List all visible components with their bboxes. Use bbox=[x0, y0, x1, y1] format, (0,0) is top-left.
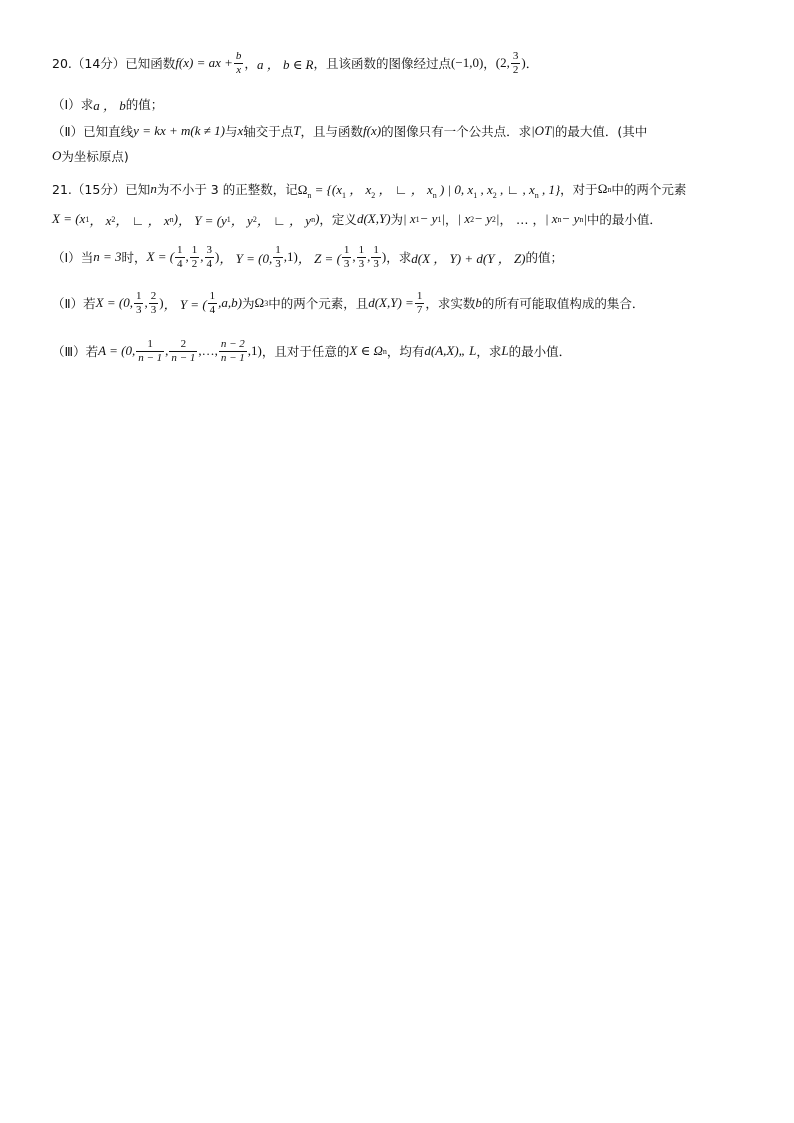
stem-text: 已知 bbox=[125, 182, 151, 197]
fraction-denominator: 2 bbox=[512, 63, 519, 76]
part-text: ，求实数 bbox=[425, 296, 476, 311]
fraction-b-over-x bbox=[234, 51, 244, 76]
problem-21-part-1: （Ⅰ） 当 n = 3 时， X = ( $\frac{1}{4}$ , $\frac{1}{2}$ , $\frac{3}{4}$ ) ， Y = (0, $\frac{1}{3}$ ,1) ， Z = ( $\frac{1}{3}$ , $\frac{1}{3}$ , $\frac{1}{3}$ ) ，求 d(X ， Y) + d(Y ， Z) 的值； bbox=[52, 243, 564, 270]
Y-value: ， Y = ( bbox=[163, 296, 207, 312]
origin-O: O bbox=[52, 148, 62, 163]
point-T: T bbox=[293, 123, 301, 138]
part-text: 已知直线 bbox=[83, 124, 134, 139]
subscript: 1 bbox=[85, 214, 90, 224]
set-part: ， ∟ ， x bbox=[378, 181, 433, 197]
abs-term: | bbox=[441, 211, 446, 226]
A-tuple-end: ,1) bbox=[247, 343, 262, 358]
fraction-numerator: 3 bbox=[512, 49, 519, 62]
part-text: 的最小值． bbox=[508, 344, 572, 359]
part-text: 的所有可能取值构成的集合． bbox=[481, 296, 645, 311]
fraction-denominator: 3 bbox=[135, 303, 142, 316]
X-tuple: X = (x bbox=[52, 211, 86, 226]
fraction bbox=[371, 245, 381, 270]
fraction-numerator: 1 bbox=[358, 243, 365, 256]
omega-symbol: Ω bbox=[297, 181, 308, 197]
fraction-numerator: 1 bbox=[343, 243, 350, 256]
subscript: 2 bbox=[470, 214, 475, 224]
problem-number: 21. bbox=[52, 181, 72, 197]
Y-tuple: ) bbox=[315, 211, 320, 226]
fraction-numerator: 1 bbox=[177, 243, 183, 256]
stem-text: ． bbox=[525, 56, 539, 71]
fraction-numerator: 1 bbox=[135, 289, 142, 302]
subscript: 1 bbox=[415, 214, 420, 224]
part-text: 为坐标原点) bbox=[61, 149, 129, 164]
point-2-close: ) bbox=[521, 55, 526, 70]
part-text: 轴交于点 bbox=[243, 124, 294, 139]
fraction bbox=[208, 291, 218, 316]
problem-points: （15分） bbox=[71, 182, 126, 197]
fraction-numerator: b bbox=[235, 49, 242, 62]
x-axis-var: x bbox=[237, 123, 244, 138]
problem-20-part-2 bbox=[52, 120, 754, 142]
distance-sum: d(X ， Y) + d(Y ， Z) bbox=[411, 250, 526, 266]
function-fx: f(x) bbox=[363, 123, 382, 138]
abs-term: | x bbox=[544, 211, 558, 226]
part-text: ，求 bbox=[386, 250, 412, 265]
function-expr: f(x) = ax + bbox=[175, 55, 233, 70]
Y-value: ,a,b) bbox=[218, 295, 242, 310]
fraction bbox=[219, 339, 247, 364]
variables-ab: a ， b ∈ R bbox=[256, 56, 314, 72]
part-text: 与 bbox=[224, 124, 238, 139]
fraction-numerator: 3 bbox=[206, 243, 213, 256]
part-text: 的值； bbox=[525, 250, 564, 265]
part-text: ，且对于任意的 bbox=[261, 344, 350, 359]
subscript: 1 bbox=[226, 214, 231, 224]
fraction-denominator: n − 1 bbox=[220, 351, 245, 364]
fraction-numerator: 1 bbox=[191, 243, 198, 256]
set-part: , ∟ , x bbox=[499, 181, 535, 197]
fraction bbox=[134, 291, 144, 316]
fraction-denominator: 3 bbox=[150, 303, 157, 316]
subscript: 2 bbox=[111, 214, 116, 224]
stem-text: ， bbox=[483, 56, 496, 71]
abs-term: | x bbox=[403, 211, 416, 226]
fraction bbox=[149, 291, 159, 316]
subscript: 1 bbox=[341, 190, 346, 200]
problem-21-definition bbox=[52, 208, 754, 230]
part-text: ，求 bbox=[476, 344, 502, 359]
fraction-denominator: n − 1 bbox=[171, 351, 196, 364]
problem-20-stem bbox=[52, 46, 754, 80]
fraction-denominator: 4 bbox=[209, 303, 216, 316]
bound-L: „ L bbox=[458, 343, 477, 358]
fraction-denominator: 2 bbox=[191, 257, 198, 270]
set-part: = {(x bbox=[314, 181, 342, 197]
subscript: 2 bbox=[491, 214, 496, 224]
problem-number: 20. bbox=[52, 55, 72, 71]
stem-text: 为不小于 3 的正整数，记 bbox=[156, 182, 298, 197]
abs-term: | x bbox=[457, 211, 471, 226]
ellipsis: ,…, bbox=[198, 343, 218, 358]
stem-text: ， … ， bbox=[499, 212, 545, 227]
fraction-denominator: 3 bbox=[275, 257, 281, 270]
A-tuple: A = (0, bbox=[98, 343, 136, 358]
fraction bbox=[205, 245, 215, 270]
problem-21-part-2: （Ⅱ） 若 X = (0, $\frac{1}{3}$ , $\frac{2}{3}$ ) ， Y = ( $\frac{1}{4}$ ,a,b) 为 Ω 3 中的两个元素，且 d(X,Y) = $\frac{1}{7}$ ，求实数 b 的所有可能取值构成的集合． bbox=[52, 289, 645, 316]
subscript: n bbox=[579, 214, 584, 224]
fraction-denominator: 4 bbox=[177, 257, 183, 270]
stem-text: 为 bbox=[390, 212, 404, 227]
fraction-denominator: n − 1 bbox=[138, 351, 163, 364]
abs-OT: |OT| bbox=[531, 123, 555, 138]
omega-symbol: Ω bbox=[254, 295, 265, 310]
point-1: (−1,0) bbox=[451, 55, 484, 70]
distance-dXY: d(X,Y) bbox=[356, 211, 391, 226]
fraction bbox=[415, 291, 425, 316]
subscript: 3 bbox=[264, 298, 269, 308]
var-n: n bbox=[150, 181, 157, 196]
subscript: n bbox=[432, 190, 437, 200]
fraction-numerator: 1 bbox=[209, 289, 216, 302]
X-tuple: ， x bbox=[89, 212, 112, 228]
Y-value: ， Y = (0, bbox=[219, 250, 273, 266]
fraction-numerator: 1 bbox=[275, 243, 281, 256]
part-text: 的图像只有一个公共点．求 bbox=[381, 124, 532, 139]
problem-21-stem bbox=[52, 178, 754, 200]
part-text: 若 bbox=[85, 344, 99, 359]
fraction-denominator: 3 bbox=[358, 257, 365, 270]
part-text: ，且与函数 bbox=[300, 124, 364, 139]
part-label: （Ⅱ） bbox=[52, 124, 84, 139]
stem-text: ， bbox=[445, 212, 458, 227]
abs-term: − y bbox=[561, 211, 580, 226]
subscript: n bbox=[607, 184, 612, 194]
subscript: n bbox=[557, 214, 562, 224]
set-part: , 1} bbox=[541, 181, 561, 197]
subscript: n bbox=[307, 190, 312, 200]
problem-points: （14分） bbox=[71, 56, 126, 71]
stem-text: 已知函数 bbox=[125, 56, 176, 71]
part-label: （Ⅰ） bbox=[52, 97, 81, 112]
subscript: 2 bbox=[371, 190, 376, 200]
var-L: L bbox=[501, 343, 509, 358]
abs-term: | bbox=[583, 211, 587, 226]
part-label: （Ⅱ） bbox=[52, 296, 84, 311]
fraction-numerator: 1 bbox=[373, 243, 379, 256]
var-b: b bbox=[475, 295, 482, 310]
line-equation: y = kx + m(k ≠ 1) bbox=[133, 123, 225, 138]
X-value: X = (0, bbox=[95, 295, 133, 310]
variables-ab: a ， b bbox=[93, 97, 126, 113]
omega-set-def bbox=[298, 179, 560, 200]
subscript: 1 bbox=[473, 190, 478, 200]
X-in-omega: X ∈ Ω bbox=[349, 343, 383, 358]
part-text: 求 bbox=[80, 97, 94, 112]
subscript: n bbox=[382, 346, 387, 356]
fraction-numerator: 2 bbox=[180, 337, 187, 350]
part-text: 若 bbox=[83, 296, 96, 311]
abs-term: − y bbox=[419, 211, 438, 226]
subscript: n bbox=[169, 214, 174, 224]
abs-term: | bbox=[495, 211, 500, 226]
n-equals-3: n = 3 bbox=[93, 249, 122, 264]
fraction-denominator: 4 bbox=[206, 257, 213, 270]
X-tuple: ) bbox=[173, 211, 178, 226]
problem-20-part-1 bbox=[52, 94, 754, 114]
part-text: 当 bbox=[80, 250, 94, 265]
part-text: ，均有 bbox=[386, 344, 425, 359]
stem-text: ， bbox=[244, 56, 257, 71]
part-text: 中的两个元素，且 bbox=[268, 296, 369, 311]
subscript: 2 bbox=[492, 190, 497, 200]
fraction bbox=[169, 339, 197, 364]
Y-tuple: ， Y = (y bbox=[177, 212, 227, 228]
X-value: X = ( bbox=[146, 249, 175, 264]
stem-text: ，定义 bbox=[319, 212, 357, 227]
fraction-denominator: 3 bbox=[373, 257, 379, 270]
fraction bbox=[190, 245, 200, 270]
set-part: ) | 0, x bbox=[440, 181, 474, 197]
subscript: n bbox=[311, 214, 316, 224]
part-text: 的最大值．(其中 bbox=[554, 124, 648, 139]
fraction-numerator: 1 bbox=[147, 337, 153, 350]
fraction bbox=[136, 339, 164, 364]
distance-eq: d(X,Y) = bbox=[368, 295, 414, 310]
stem-text: 中的两个元素 bbox=[611, 182, 687, 197]
fraction-3-over-2 bbox=[511, 51, 521, 76]
fraction bbox=[357, 245, 367, 270]
fraction-denominator: x bbox=[236, 63, 242, 76]
subscript: n bbox=[534, 190, 539, 200]
fraction-denominator: 3 bbox=[343, 257, 350, 270]
Z-value: ， Z = ( bbox=[297, 250, 341, 266]
stem-text: 中的最小值． bbox=[586, 212, 662, 227]
Y-tuple: ， y bbox=[230, 212, 253, 228]
fraction-numerator: 1 bbox=[416, 289, 423, 302]
part-text: 的值； bbox=[125, 97, 164, 112]
subscript: 2 bbox=[252, 214, 257, 224]
fraction bbox=[342, 245, 352, 270]
point-2-open: (2, bbox=[495, 55, 510, 70]
fraction-numerator: n − 2 bbox=[220, 337, 245, 350]
part-label: （Ⅲ） bbox=[52, 344, 86, 359]
Y-tuple: ， ∟ ， y bbox=[256, 212, 312, 228]
fraction-numerator: 2 bbox=[150, 289, 157, 302]
stem-text: ，对于 bbox=[560, 182, 598, 197]
omega-symbol: Ω bbox=[597, 181, 608, 196]
set-part: , x bbox=[480, 181, 493, 197]
subscript: 1 bbox=[437, 214, 442, 224]
fraction bbox=[175, 245, 185, 270]
fraction-denominator: 7 bbox=[416, 303, 423, 316]
stem-text: ，且该函数的图像经过点 bbox=[313, 56, 452, 71]
part-text: 时， bbox=[121, 250, 147, 265]
set-part: ， x bbox=[349, 181, 372, 197]
X-tuple: ， ∟ ， x bbox=[115, 212, 170, 228]
distance-dAX: d(A,X) bbox=[424, 343, 459, 358]
abs-term: − y bbox=[474, 211, 492, 226]
problem-21-part-3: （Ⅲ） 若 A = (0, $\frac{1}{n - 1}$ , $\frac{2}{n - 1}$ ,…, $\frac{n - 2}{n - 1}$ ,1) ，且对于任意的 X ∈ Ω n ，均有 d(A,X) „ L ，求 L 的最小值． bbox=[52, 337, 572, 364]
part-label: （Ⅰ） bbox=[52, 250, 81, 265]
part-text: 为 bbox=[242, 296, 255, 311]
problem-20-part-2-cont bbox=[52, 146, 754, 166]
fraction bbox=[273, 245, 283, 270]
